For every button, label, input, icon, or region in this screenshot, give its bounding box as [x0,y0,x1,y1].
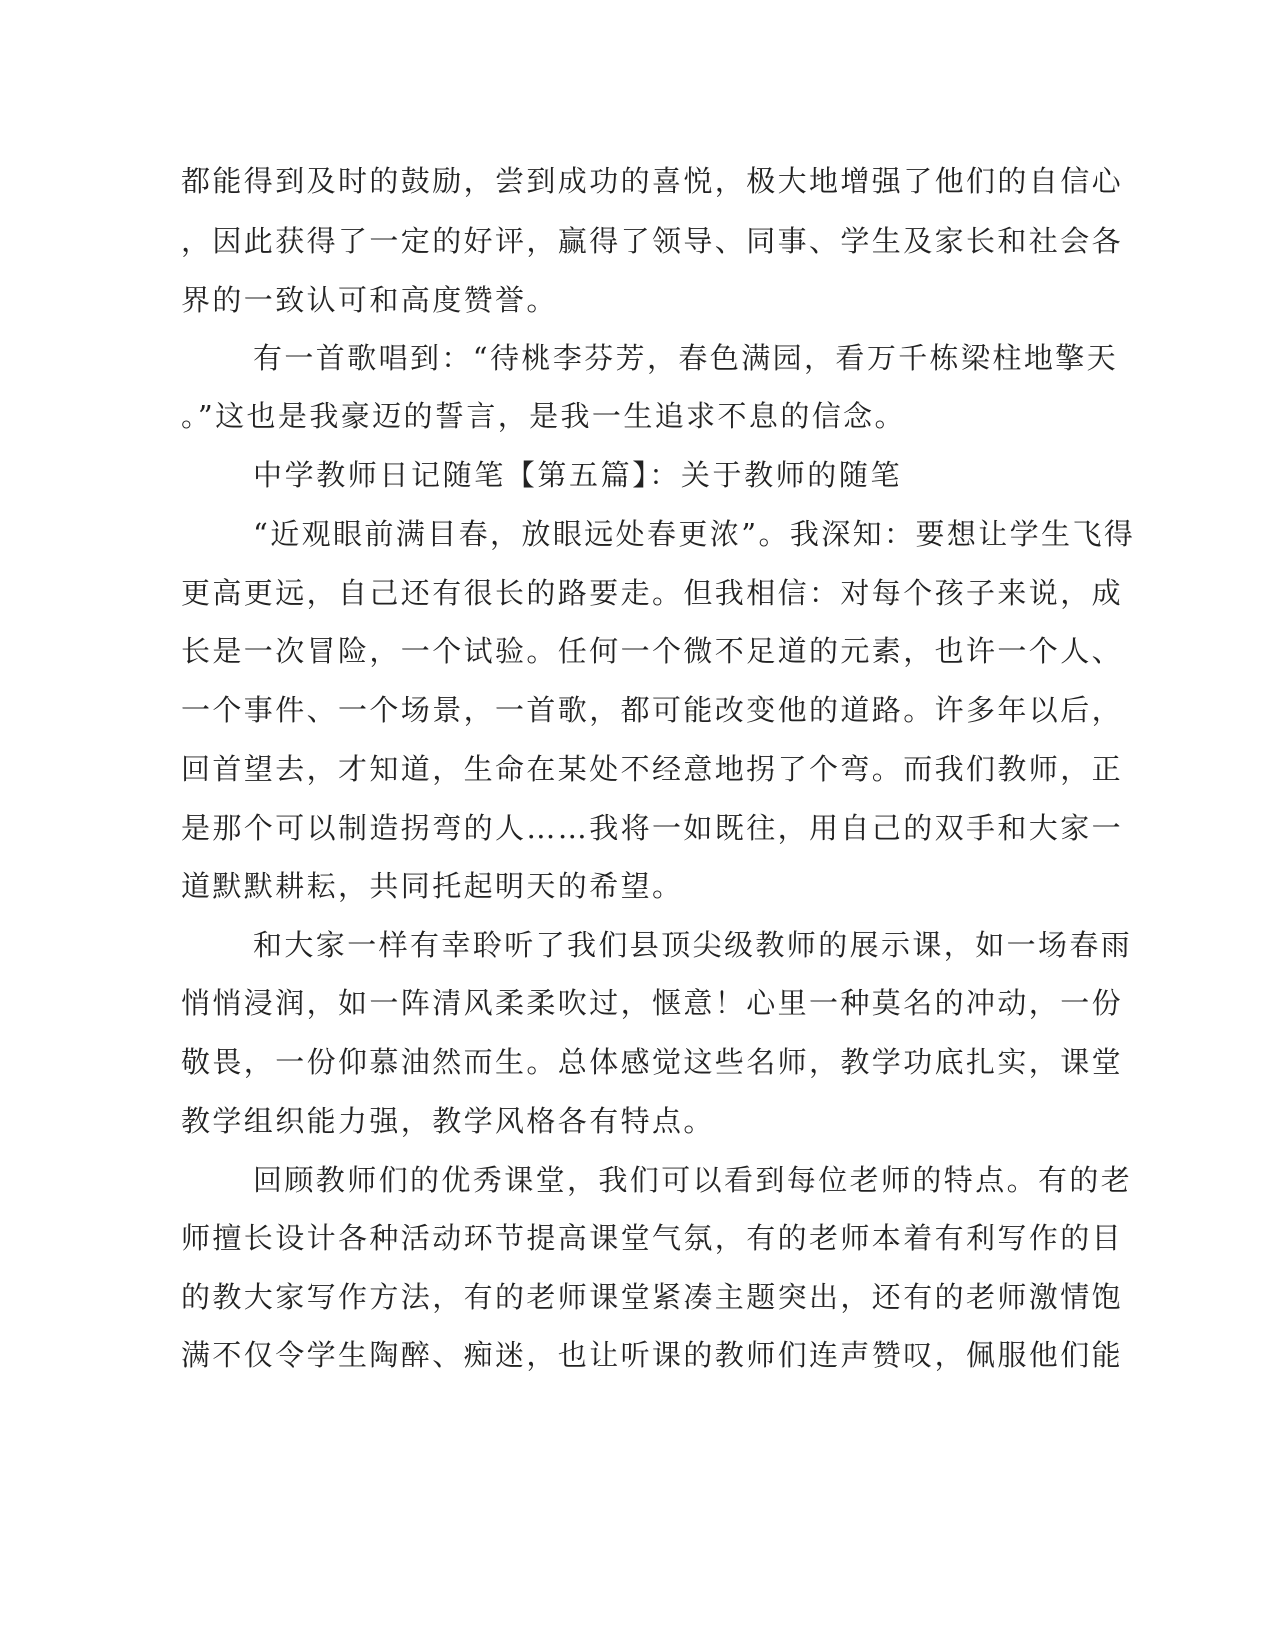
text-line: 道默默耕耘，共同托起明天的希望。 [181,869,684,903]
text-line: 都能得到及时的鼓励，尝到成功的喜悦，极大地增强了他们的自信心 [181,164,1124,198]
text-line: 回首望去，才知道，生命在某处不经意地拐了个弯。而我们教师，正 [181,752,1124,786]
text-line: 界的一致认可和高度赞誉。 [181,283,558,317]
text-line: 师擅长设计各种活动环节提高课堂气氛，有的老师本着有利写作的目 [181,1221,1124,1255]
paragraph-first-line: 回顾教师们的优秀课堂，我们可以看到每位老师的特点。有的老 [253,1163,1133,1197]
paragraph-first-line: 有一首歌唱到：“待桃李芬芳，春色满园，看万千栋梁柱地擎天 [253,341,1119,375]
section-heading: 中学教师日记随笔【第五篇】：关于教师的随笔 [253,458,903,492]
text-line: 的教大家写作方法，有的老师课堂紧凑主题突出，还有的老师激情饱 [181,1280,1124,1314]
text-line: 一个事件、一个场景，一首歌，都可能改变他的道路。许多年以后， [181,693,1124,727]
text-line: 敬畏，一份仰慕油然而生。总体感觉这些名师，教学功底扎实，课堂 [181,1045,1124,1079]
text-line: 教学组织能力强，教学风格各有特点。 [181,1104,715,1138]
text-line: 悄悄浸润，如一阵清风柔柔吹过，惬意！心里一种莫名的冲动，一份 [181,986,1124,1020]
paragraph-first-line: “近观眼前满目春，放眼远处春更浓”。我深知：要想让学生飞得 [253,517,1136,551]
text-line: 。”这也是我豪迈的誓言，是我一生追求不息的信念。 [181,399,906,433]
text-line: 长是一次冒险，一个试验。任何一个微不足道的元素，也许一个人、 [181,634,1124,668]
paragraph-first-line: 和大家一样有幸聆听了我们县顶尖级教师的展示课，如一场春雨 [253,928,1133,962]
text-line: 更高更远，自己还有很长的路要走。但我相信：对每个孩子来说，成 [181,576,1124,610]
text-line: 满不仅令学生陶醉、痴迷，也让听课的教师们连声赞叹，佩服他们能 [181,1338,1124,1372]
text-line: ，因此获得了一定的好评，赢得了领导、同事、学生及家长和社会各 [181,224,1124,258]
text-line: 是那个可以制造拐弯的人……我将一如既往，用自己的双手和大家一 [181,811,1124,845]
